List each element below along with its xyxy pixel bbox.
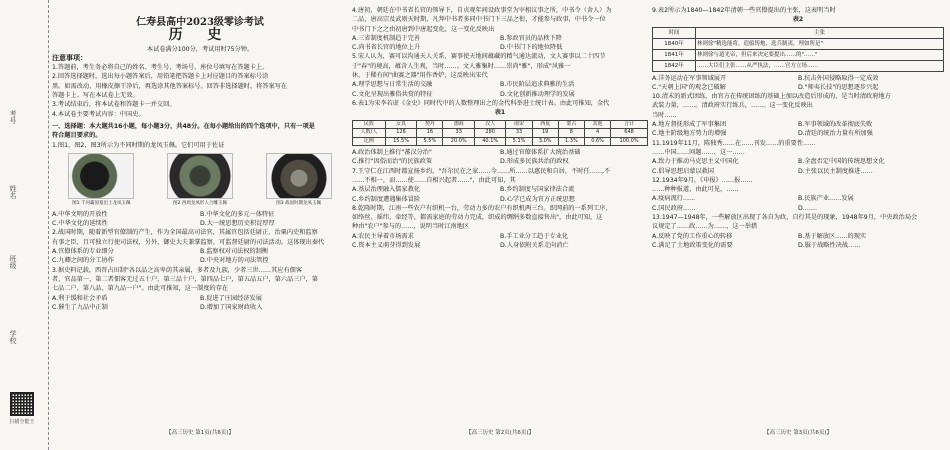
notice-line: 2.回答选择题时，选出每小题答案后，用铅笔把答题卡上对应题目的答案标号涂 (52, 73, 269, 81)
table-cell: 20.0% (443, 137, 474, 146)
table-cell: 280 (474, 129, 505, 138)
table-1-caption: 表1 (494, 109, 506, 117)
table-row (353, 137, 648, 146)
table-row (653, 49, 944, 60)
option-a: A.理学思想与日常生活的交融 (352, 81, 433, 89)
question-5-cont: 于"春"的境高，蕴含人生观，当时……。文人雅集时……崇尚"雅"，形成"风雅一 (352, 62, 571, 70)
table-cell: 126 (385, 129, 416, 138)
notice-heading: 注意事项： (52, 53, 87, 62)
table-row (653, 60, 944, 71)
table-2 (652, 27, 944, 72)
option-b: B.市民阶层追求典雅的生活 (500, 81, 575, 89)
question-11: 11.1919年11月，陈独秀……在……刊发……的重要性…… (652, 139, 816, 147)
question-7-cont: ……不相一，而……使……自相兴起者……"，由此可知，其 (352, 176, 516, 184)
notice-line: 3.考试结束后，将本试卷和答题卡一并交回。 (52, 101, 176, 109)
table-cell: 33 (506, 129, 532, 138)
question-7: 7.王守仁在江西时都宣扬乡约，"吾尔民在之家……今……所……以惠民和自居，不时任……,不 (352, 167, 611, 175)
option-a: A.官僚体系的专业细分 (52, 248, 114, 256)
table-cell: 林则徐与道光帝，但后来决定要提出……的"……" (696, 49, 944, 60)
question-10-cont: 武装力量，……。清政府实行练兵，……。这一变化反映出 (652, 102, 813, 110)
option-c: C.倡导思想启蒙以救国 (652, 167, 714, 175)
question-12: 12.1934年9月，《申报》……报…… (652, 176, 753, 184)
option-d: D.心学已成为官方正统思想 (500, 195, 575, 203)
table-cell: 人数/人 (353, 129, 386, 138)
option-b: B.中华文化的多元一体特征 (200, 210, 275, 218)
option-c: C.国民政府…… (652, 204, 696, 212)
option-a: A.三省制度机制趋于完善 (352, 34, 420, 42)
option-a: A.疫病流行…… (652, 195, 696, 203)
section-heading: 一、选择题：本大题共16小题，每小题3分，共48分。在每小题给出的四个选项中，只有一项是 (52, 122, 315, 130)
question-6: 6.表1为宋李若虚《金史》同时代中的人数整理出之的金代科举进士统计表。由此可推知，金代 (352, 99, 610, 107)
option-a: A.农民主导着市场需求 (352, 232, 414, 240)
table-cell: 3.0% (532, 137, 558, 146)
table-cell: 0.6% (584, 137, 610, 146)
table-cell: 林则徐"精选能将，造船铸炮，选兵制夷，理如所是" (696, 38, 944, 49)
notice-line: 答题卡上。写在本试卷上无效。 (52, 92, 139, 100)
option-b: B.手工业分工趋于专业化 (500, 232, 569, 240)
table-row (353, 129, 648, 138)
table-cell: 西夏 (532, 120, 558, 129)
table-cell: 4 (584, 129, 610, 138)
table-cell: 5.1% (506, 137, 532, 146)
table-cell: 33 (443, 129, 474, 138)
binding-strip (0, 0, 49, 450)
option-d: D.人身依附关系走向消亡 (500, 242, 569, 250)
table-cell: 民族 (353, 120, 386, 129)
question-3: 3.据史料记载，西晋占田制"各以品之高卑荫其亲属，多者及九族，少者三世……其应有佃客 (52, 266, 303, 274)
qr-code (10, 392, 34, 416)
option-a: A.基层治理融入儒家教化 (352, 186, 420, 194)
table-cell: 蒙古 (558, 120, 584, 129)
question-1-options (52, 210, 348, 229)
jade-pendant-image (167, 153, 233, 199)
notice-line: 4.本试卷主要考试内容：中国史。 (52, 110, 145, 118)
table-row (653, 38, 944, 49)
page-footer: 【高三历史 第1页(共6页)】 (165, 429, 235, 436)
table-cell: 其他 (584, 120, 610, 129)
question-8-options (352, 232, 648, 251)
option-d: D.大一统思想历史积淀厚厚 (200, 220, 275, 228)
question-12-cont: ……种种报道，由此可见，…… (652, 186, 739, 194)
option-c: C.九卿之间的分工协作 (52, 257, 114, 265)
question-9-options (652, 74, 944, 93)
table-cell: 女真 (385, 120, 416, 129)
option-c: C.催生了九品中正制 (52, 303, 108, 311)
table-cell: 19 (532, 129, 558, 138)
table-cell: 渤海 (443, 120, 474, 129)
option-c: C.地主阶级地方势力的增强 (652, 130, 727, 138)
option-a: A.政治体制上推行"蕃汉分治" (352, 149, 432, 157)
question-10-cont: 当时…… (652, 111, 677, 119)
option-b: B.参政官员的品秩下降 (500, 34, 562, 42)
notice-line: 黑。如需改动，用橡皮擦干净后，再选涂其他答案标号。回答非选择题时，将答案写在 (52, 82, 288, 90)
binding-label-name: 姓名 (9, 185, 17, 199)
table-cell: 1841年 (653, 49, 696, 60)
page-1 (52, 6, 348, 438)
option-d: D.增加了国家财政收入 (200, 303, 263, 311)
binding-label-class: 班级 (9, 255, 17, 269)
table-cell: 合计 (611, 120, 648, 129)
question-12-options (652, 194, 944, 213)
option-b: B.军事领域的改革彻底失败 (798, 121, 873, 129)
jade-pendant-image (68, 153, 134, 199)
table-cell: ……大臣们主张……从严执法，……官方立场…… (696, 60, 944, 71)
jade-figures (52, 153, 348, 207)
page-footer: 【高三历史 第3页(共6页)】 (763, 429, 833, 436)
option-b: B.基于解放区……的现实 (798, 232, 867, 240)
table-cell: 南宋 (506, 120, 532, 129)
figure-1 (61, 153, 141, 207)
figure-caption: 图3 战国时期龙凤玉佩 (276, 200, 322, 206)
option-c: C.乡约制度遭遇集体冒险 (352, 195, 421, 203)
qr-caption: 扫描全能王 (9, 419, 35, 425)
option-c: C.资本主义萌芽得到发展 (352, 242, 421, 250)
option-a: A.反映了党的工作重心的转移 (652, 232, 733, 240)
question-2-options (52, 247, 348, 266)
question-5-options (352, 80, 648, 99)
option-c: C.文化呈现出雅俗共赏的特征 (352, 90, 433, 98)
figure-2 (160, 153, 240, 207)
option-b: B.促进了庄园经济发展 (200, 294, 262, 302)
option-b: B.乡约制度与国家律法合流 (500, 186, 575, 194)
option-c: C.推行"因俗而治"的民族政策 (352, 158, 433, 166)
table-cell: 40.1% (474, 137, 505, 146)
option-b: B.民族产业……发展 (798, 195, 854, 203)
question-5: 5.宋人认为，赛可以沟通天人关系，赛事使天地间蕴藏的精气通达流动，文人赛事以二十四节 (352, 53, 606, 61)
table-cell: 比例 (353, 137, 386, 146)
option-a: A.洋务运动在军事领域展开 (652, 74, 727, 82)
question-3-cont: 七品二户，第八品、第九品一户"。由此可推知，这一制度的存在 (52, 285, 229, 293)
question-9: 9.表2所示为1840—1842年清朝一些官僚提出的主张，这表明当时 (652, 7, 836, 14)
notice-line: 1.答题前，考生务必将自己的姓名、考生号、考场号、座位号填写在答题卡上。 (52, 64, 269, 72)
question-6-options (352, 148, 648, 167)
figure-caption: 图2 西周龙凤形人合雕玉佩 (173, 200, 227, 206)
option-a: A.地方督抚形成了军事集团 (652, 121, 727, 129)
option-a: A.中华文明的开放性 (52, 210, 108, 218)
option-d: D.…… (798, 204, 818, 212)
question-4-cont: 中书门下之之由初唐到中唐起变化，这一变化反映出 (352, 25, 495, 33)
option-d: D.主张以民主制度推进…… (798, 167, 873, 175)
table-2-caption: 表2 (792, 16, 804, 24)
table-cell: 契丹 (417, 120, 443, 129)
question-8: 8.乾隆时期，江南一些农户有织机一台，劳动力多的农户有织机两三台。织网前的一系列工序， (352, 204, 612, 212)
page-2 (352, 6, 648, 438)
table-cell: 5.5% (417, 137, 443, 146)
table-1 (352, 120, 648, 147)
question-3-options (52, 294, 348, 313)
section-heading-cont: 符合题目要求的。 (52, 132, 102, 140)
table-header-row (653, 27, 944, 38)
option-c: C.尚书省长官的地位上升 (352, 44, 421, 52)
question-4-options (352, 34, 648, 53)
jade-pendant-image (266, 153, 332, 199)
option-d: D.清廷的统治力量有所加强 (798, 130, 873, 138)
binding-label-school: 学校 (9, 330, 17, 344)
question-13: 13.1947—1948年，一些解放区出现了各自为政、自行其是的现象，1948年9月，中央政治局会 (652, 214, 918, 222)
question-2-cont: 有事之臣，且可独立行使司法权，另外，御史大夫兼掌监察，可监督廷尉的司法活动。这体现出秦代 (52, 238, 325, 246)
question-4: 4.唐初，朝廷在中书省长官的领导下，自贞观年间设政事堂为宰相议事之所，中书令（舍人）为 (352, 7, 612, 14)
table-cell: 16 (417, 129, 443, 138)
question-8-cont: 如络丝、摇纬、牵经等，都需家庭的劳动力完成，织成的绸绢多数直接售出"，由此可知，这 (352, 214, 603, 222)
figure-3 (259, 153, 339, 207)
table-cell: 时间 (653, 27, 696, 38)
table-cell: 汉人 (474, 120, 505, 129)
question-11-cont: ……中国……问题……，这一…… (652, 148, 745, 156)
table-cell: 8 (558, 129, 584, 138)
option-b: B.抗击外国侵略取得一定成效 (798, 74, 879, 82)
option-b: B.监察权对司法权的制衡 (200, 248, 269, 256)
question-3-cont: 者，官品第一、第二者佃客无过五十户，第三品十户，第四品七户，第五品五户，第六品三户，第 (52, 275, 319, 283)
question-11-options (652, 157, 944, 176)
question-7-options (352, 185, 648, 204)
option-d: D.服于战略性决战…… (798, 241, 861, 249)
question-1: 1.图1、图2、图3所示为不同时期的龙凤玉佩。它们可用于佐证 (52, 141, 225, 149)
question-5-cont: 休，于稀有间"曲赛之器"用作香炉，这反映出宋代 (352, 72, 488, 80)
table-cell: 100.0% (611, 137, 648, 146)
option-d: D.形成多民族共治的政权 (500, 158, 569, 166)
figure-caption: 图1 千河霸国墓出土龙凤玉佩 (72, 200, 131, 206)
table-header-row (353, 120, 648, 129)
option-c: C.中华文化的延续性 (52, 220, 108, 228)
option-c: C.满足了土地政策变化的需要 (652, 241, 733, 249)
question-8-cont: 种由"农户"参与的……，说明当时江南地区 (352, 223, 470, 231)
table-cell: 1840年 (653, 38, 696, 49)
option-a: A.致力于推动马克思主义中国化 (652, 158, 739, 166)
exam-title: 仁寿县高中2023级零诊考试 (136, 17, 264, 28)
table-cell: 648 (611, 129, 648, 138)
question-10: 10.清末的新式团练，由官方在传统团练的基础上加以改造后形成的，是当时清政府地方 (652, 93, 891, 101)
table-cell: 1842年 (653, 60, 696, 71)
page-footer: 【高三历史 第2页(共6页)】 (465, 429, 535, 436)
option-d: D.文化创新推动理学的发展 (500, 90, 575, 98)
question-2: 2.战国时期，随着新型官僚制的产生，作为全国最高司法官，其属官包括廷尉正、治粟内史和监察 (52, 229, 318, 237)
question-4-cont: 二品，唐高宗及武则天时期，凡拜中书者多同中书门下三品之衔，才能参与政事，中书令一位 (352, 16, 606, 24)
option-d: D.中书门下的地位降低 (500, 44, 563, 52)
table-cell: 15.5% (385, 137, 416, 146)
question-10-options (652, 120, 944, 139)
binding-label-exam-number: 考号 (9, 110, 17, 124)
option-c: C."天朝上国"的观念已破解 (652, 83, 726, 91)
option-b: B.通过官僚体系扩大统治基础 (500, 149, 581, 157)
option-b: B.全盘否定中国的传统思想文化 (798, 158, 885, 166)
page-3 (652, 6, 944, 438)
option-d: D."师夷长技"的思想逐步兴起 (798, 83, 879, 91)
table-cell: 主张 (696, 27, 944, 38)
table-cell: 1.3% (558, 137, 584, 146)
exam-meta: 本试卷满分100分，考试用时75分钟。 (146, 45, 254, 53)
option-d: D.中央对地方的司法管控 (200, 257, 269, 265)
option-a: A.利于缓和社会矛盾 (52, 294, 108, 302)
question-13-cont: 议规定了……政……为……，这一举措 (652, 223, 758, 231)
question-13-options (652, 232, 944, 251)
subject-title: 历 史 (168, 27, 232, 44)
